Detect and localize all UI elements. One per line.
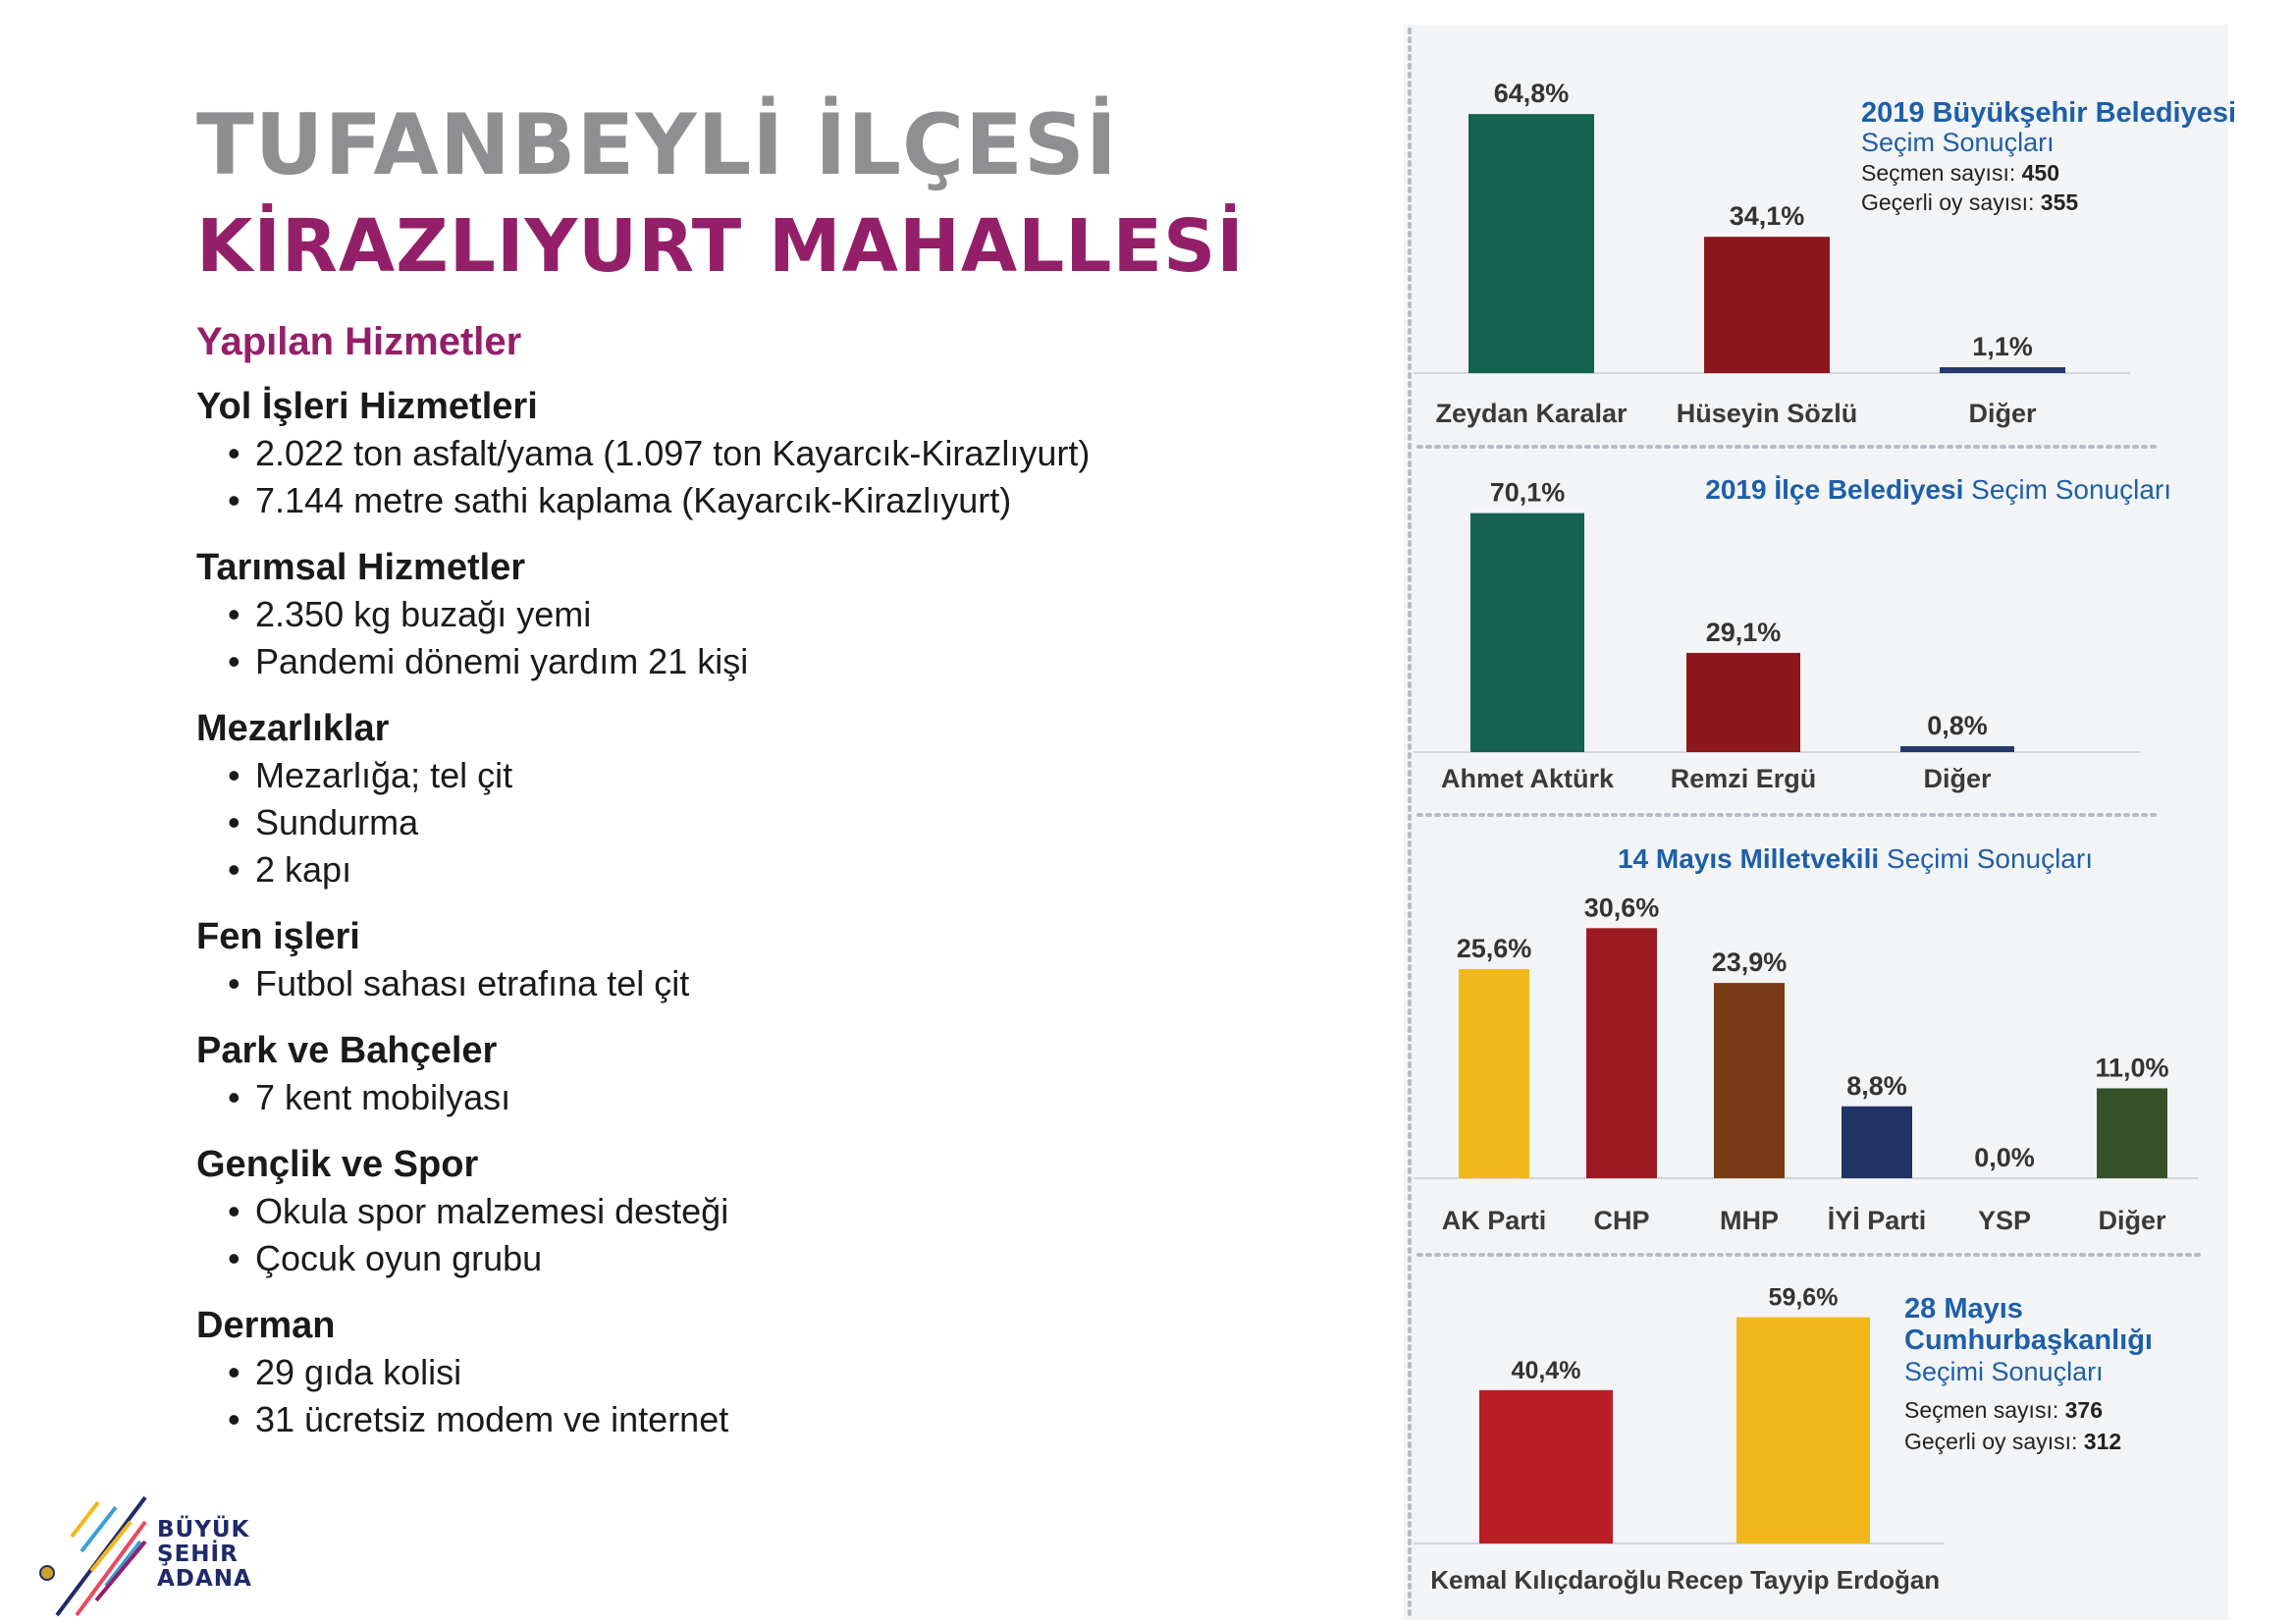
category-label: Diğer xyxy=(2098,1206,2166,1235)
service-item: • Pandemi dönemi yardım 21 kişi xyxy=(228,638,1325,685)
service-category: Park ve Bahçeler xyxy=(196,1030,498,1071)
info-label: Seçmen sayısı: xyxy=(1861,160,2022,186)
services-heading: Yapılan Hizmetler xyxy=(196,320,522,363)
service-item: • Çocuk oyun grubu xyxy=(228,1235,1325,1282)
data-label: 8,8% xyxy=(1846,1070,1907,1101)
category-label: YSP xyxy=(1977,1206,2032,1235)
info-line xyxy=(1861,160,2059,186)
data-label: 64,8% xyxy=(1493,79,1570,109)
service-item: • 2 kapı xyxy=(228,846,1325,893)
info-line xyxy=(1861,189,2078,215)
service-category: Gençlik ve Spor xyxy=(196,1144,479,1185)
category-label: AK Parti xyxy=(1441,1206,1547,1235)
bar xyxy=(2097,1088,2167,1178)
category-label: İYİ Parti xyxy=(1827,1206,1927,1235)
bar xyxy=(1714,983,1785,1178)
neighborhood-title: KİRAZLIYURT MAHALLESİ xyxy=(196,204,1245,289)
service-item: • 7.144 metre sathi kaplama (Kayarcık-Kirazlıyurt) xyxy=(228,477,1325,524)
data-label: 0,8% xyxy=(1927,711,1988,740)
data-label: 70,1% xyxy=(1489,477,1566,508)
service-item: • 7 kent mobilyası xyxy=(228,1074,1325,1121)
chart-title xyxy=(1705,474,2171,505)
service-item: • 2.022 ton asfalt/yama (1.097 ton Kayarcık-Kirazlıyurt) xyxy=(228,430,1325,477)
service-item: • Okula spor malzemesi desteği xyxy=(228,1188,1325,1235)
category-label: Zeydan Karalar xyxy=(1435,399,1628,428)
category-label: MHP xyxy=(1720,1206,1779,1235)
category-label: Recep Tayyip Erdoğan xyxy=(1666,1565,1941,1595)
data-label: 25,6% xyxy=(1456,933,1532,963)
category-label: Ahmet Aktürk xyxy=(1440,764,1615,793)
data-label: 34,1% xyxy=(1729,201,1805,232)
info-label: Seçmen sayısı: xyxy=(1904,1397,2065,1423)
chart-subtitle: Seçimi Sonuçları xyxy=(1904,1357,2104,1386)
service-item: • Sundurma xyxy=(228,799,1325,846)
data-label: 23,9% xyxy=(1711,947,1788,978)
chart-2 xyxy=(1414,478,2140,793)
category-label: Diğer xyxy=(1968,399,2037,428)
chart-4 xyxy=(1414,1284,1944,1595)
info-line xyxy=(1904,1429,2121,1454)
category-label: Kemal Kılıçdaroğlu xyxy=(1430,1565,1662,1595)
chart-title-light: Seçimi Sonuçları xyxy=(1879,843,2094,874)
service-item: • 2.350 kg buzağı yemi xyxy=(228,591,1325,638)
bar xyxy=(1468,114,1594,373)
data-label: 1,1% xyxy=(1972,332,2033,361)
bar xyxy=(1479,1390,1613,1543)
data-label: 0,0% xyxy=(1974,1143,2035,1172)
info-value: 312 xyxy=(2083,1429,2122,1454)
chart-title: Cumhurbaşkanlığı xyxy=(1904,1325,2153,1356)
chart-3 xyxy=(1414,893,2199,1235)
district-title: TUFANBEYLİ İLÇESİ xyxy=(196,96,1118,194)
bar xyxy=(1470,514,1584,752)
chart-title-bold: 2019 İlçe Belediyesi xyxy=(1705,474,1964,505)
bar xyxy=(1842,1107,1912,1178)
category-label: Remzi Ergü xyxy=(1670,764,1817,793)
info-line xyxy=(1904,1397,2103,1423)
bar xyxy=(1900,746,2014,752)
adana-logo-text: BÜYÜK ŞEHİR ADANA xyxy=(157,1517,252,1592)
service-category: Yol İşleri Hizmetleri xyxy=(196,386,538,427)
service-category: Tarımsal Hizmetler xyxy=(196,547,526,588)
category-label: Hüseyin Sözlü xyxy=(1676,399,1858,428)
service-item: • 29 gıda kolisi xyxy=(228,1349,1325,1396)
bar xyxy=(1586,928,1657,1178)
data-label: 30,6% xyxy=(1583,893,1660,923)
chart-title-light: Seçim Sonuçları xyxy=(1963,474,2171,505)
service-category: Mezarlıklar xyxy=(196,708,390,749)
category-label: CHP xyxy=(1593,1206,1650,1235)
bar xyxy=(1940,367,2065,373)
data-label: 40,4% xyxy=(1511,1356,1581,1384)
bar xyxy=(1704,237,1830,373)
data-label: 59,6% xyxy=(1768,1283,1839,1312)
service-item: • Futbol sahası etrafına tel çit xyxy=(228,960,1325,1007)
info-value: 376 xyxy=(2064,1397,2103,1423)
data-label: 29,1% xyxy=(1705,617,1782,647)
chart-title: 28 Mayıs xyxy=(1904,1293,2023,1325)
chart-subtitle: Seçim Sonuçları xyxy=(1861,128,2055,157)
bar xyxy=(1686,653,1800,752)
bar xyxy=(1736,1318,1870,1543)
bar xyxy=(1459,969,1529,1178)
service-category: Fen işleri xyxy=(196,916,360,957)
chart-title xyxy=(1618,843,2093,874)
info-label: Geçerli oy sayısı: xyxy=(1904,1429,2084,1454)
service-category: Derman xyxy=(196,1305,336,1346)
info-label: Geçerli oy sayısı: xyxy=(1861,189,2041,215)
service-item: • Mezarlığa; tel çit xyxy=(228,752,1325,799)
service-item: • 31 ücretsiz modem ve internet xyxy=(228,1396,1325,1443)
chart-title: 2019 Büyükşehir Belediyesi xyxy=(1861,97,2237,129)
data-label: 11,0% xyxy=(2095,1053,2169,1083)
category-label: Diğer xyxy=(1923,764,1992,793)
info-value: 355 xyxy=(2040,189,2079,215)
chart-title-bold: 14 Mayıs Milletvekili xyxy=(1617,843,1880,874)
info-value: 450 xyxy=(2021,160,2059,186)
